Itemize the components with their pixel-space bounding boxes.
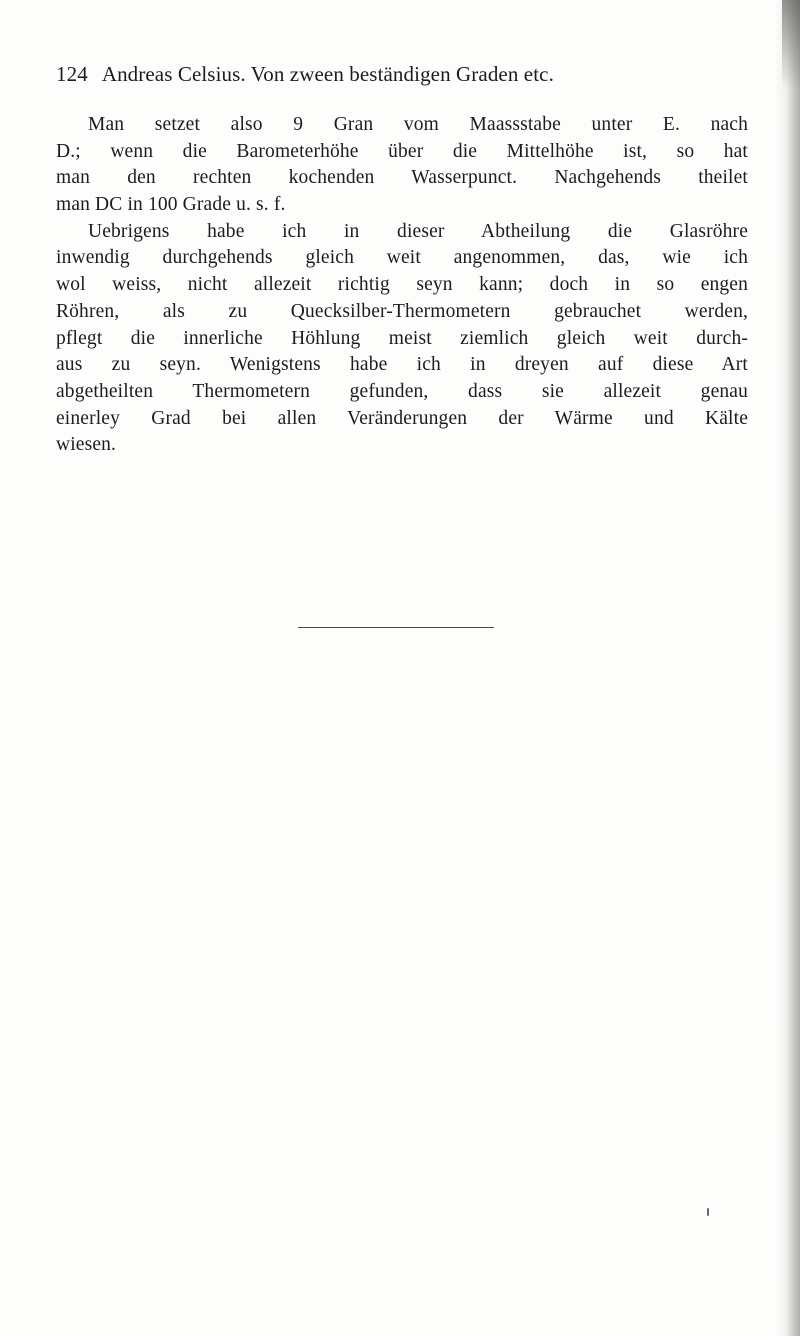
text-line: wol weiss, nicht allezeit richtig seyn kann; doch in so engen: [56, 274, 748, 296]
text-line: Uebrigens habe ich in dieser Abtheilung die Glasröhre: [88, 220, 748, 242]
text-line: einerley Grad bei allen Veränderungen der Wärme und Kälte: [56, 407, 748, 429]
text-line: pflegt die innerliche Höhlung meist ziemlich gleich weit durch-: [56, 327, 748, 349]
page-number: 124: [56, 62, 88, 86]
body-text: [56, 112, 748, 459]
text-line: man DC in 100 Grade u. s. f.: [56, 194, 286, 216]
running-header: [56, 60, 746, 88]
text-line: abgetheilten Thermometern gefunden, dass sie allezeit genau: [56, 380, 748, 402]
text-line: wiesen.: [56, 434, 117, 456]
running-title: Andreas Celsius. Von zween beständigen Graden etc.: [101, 62, 554, 86]
text-line: inwendig durchgehends gleich weit angenommen, das, wie ich: [56, 247, 748, 269]
text-line: Röhren, als zu Quecksilber-Thermometern gebrauchet werden,: [56, 300, 748, 322]
text-line: aus zu seyn. Wenigstens habe ich in dreyen auf diese Art: [56, 354, 748, 376]
text-line: D.; wenn die Barometerhöhe über die Mittelhöhe ist, so hat: [56, 140, 748, 162]
page-edge-shadow: [774, 0, 800, 1336]
page-corner-shadow: [782, 0, 800, 90]
print-speck: [707, 1208, 709, 1216]
text-line: Man setzet also 9 Gran vom Maassstabe unter E. nach: [88, 114, 748, 135]
text-line: man den rechten kochenden Wasserpunct. Nachgehends theilet: [56, 167, 748, 189]
section-rule: [298, 627, 494, 628]
